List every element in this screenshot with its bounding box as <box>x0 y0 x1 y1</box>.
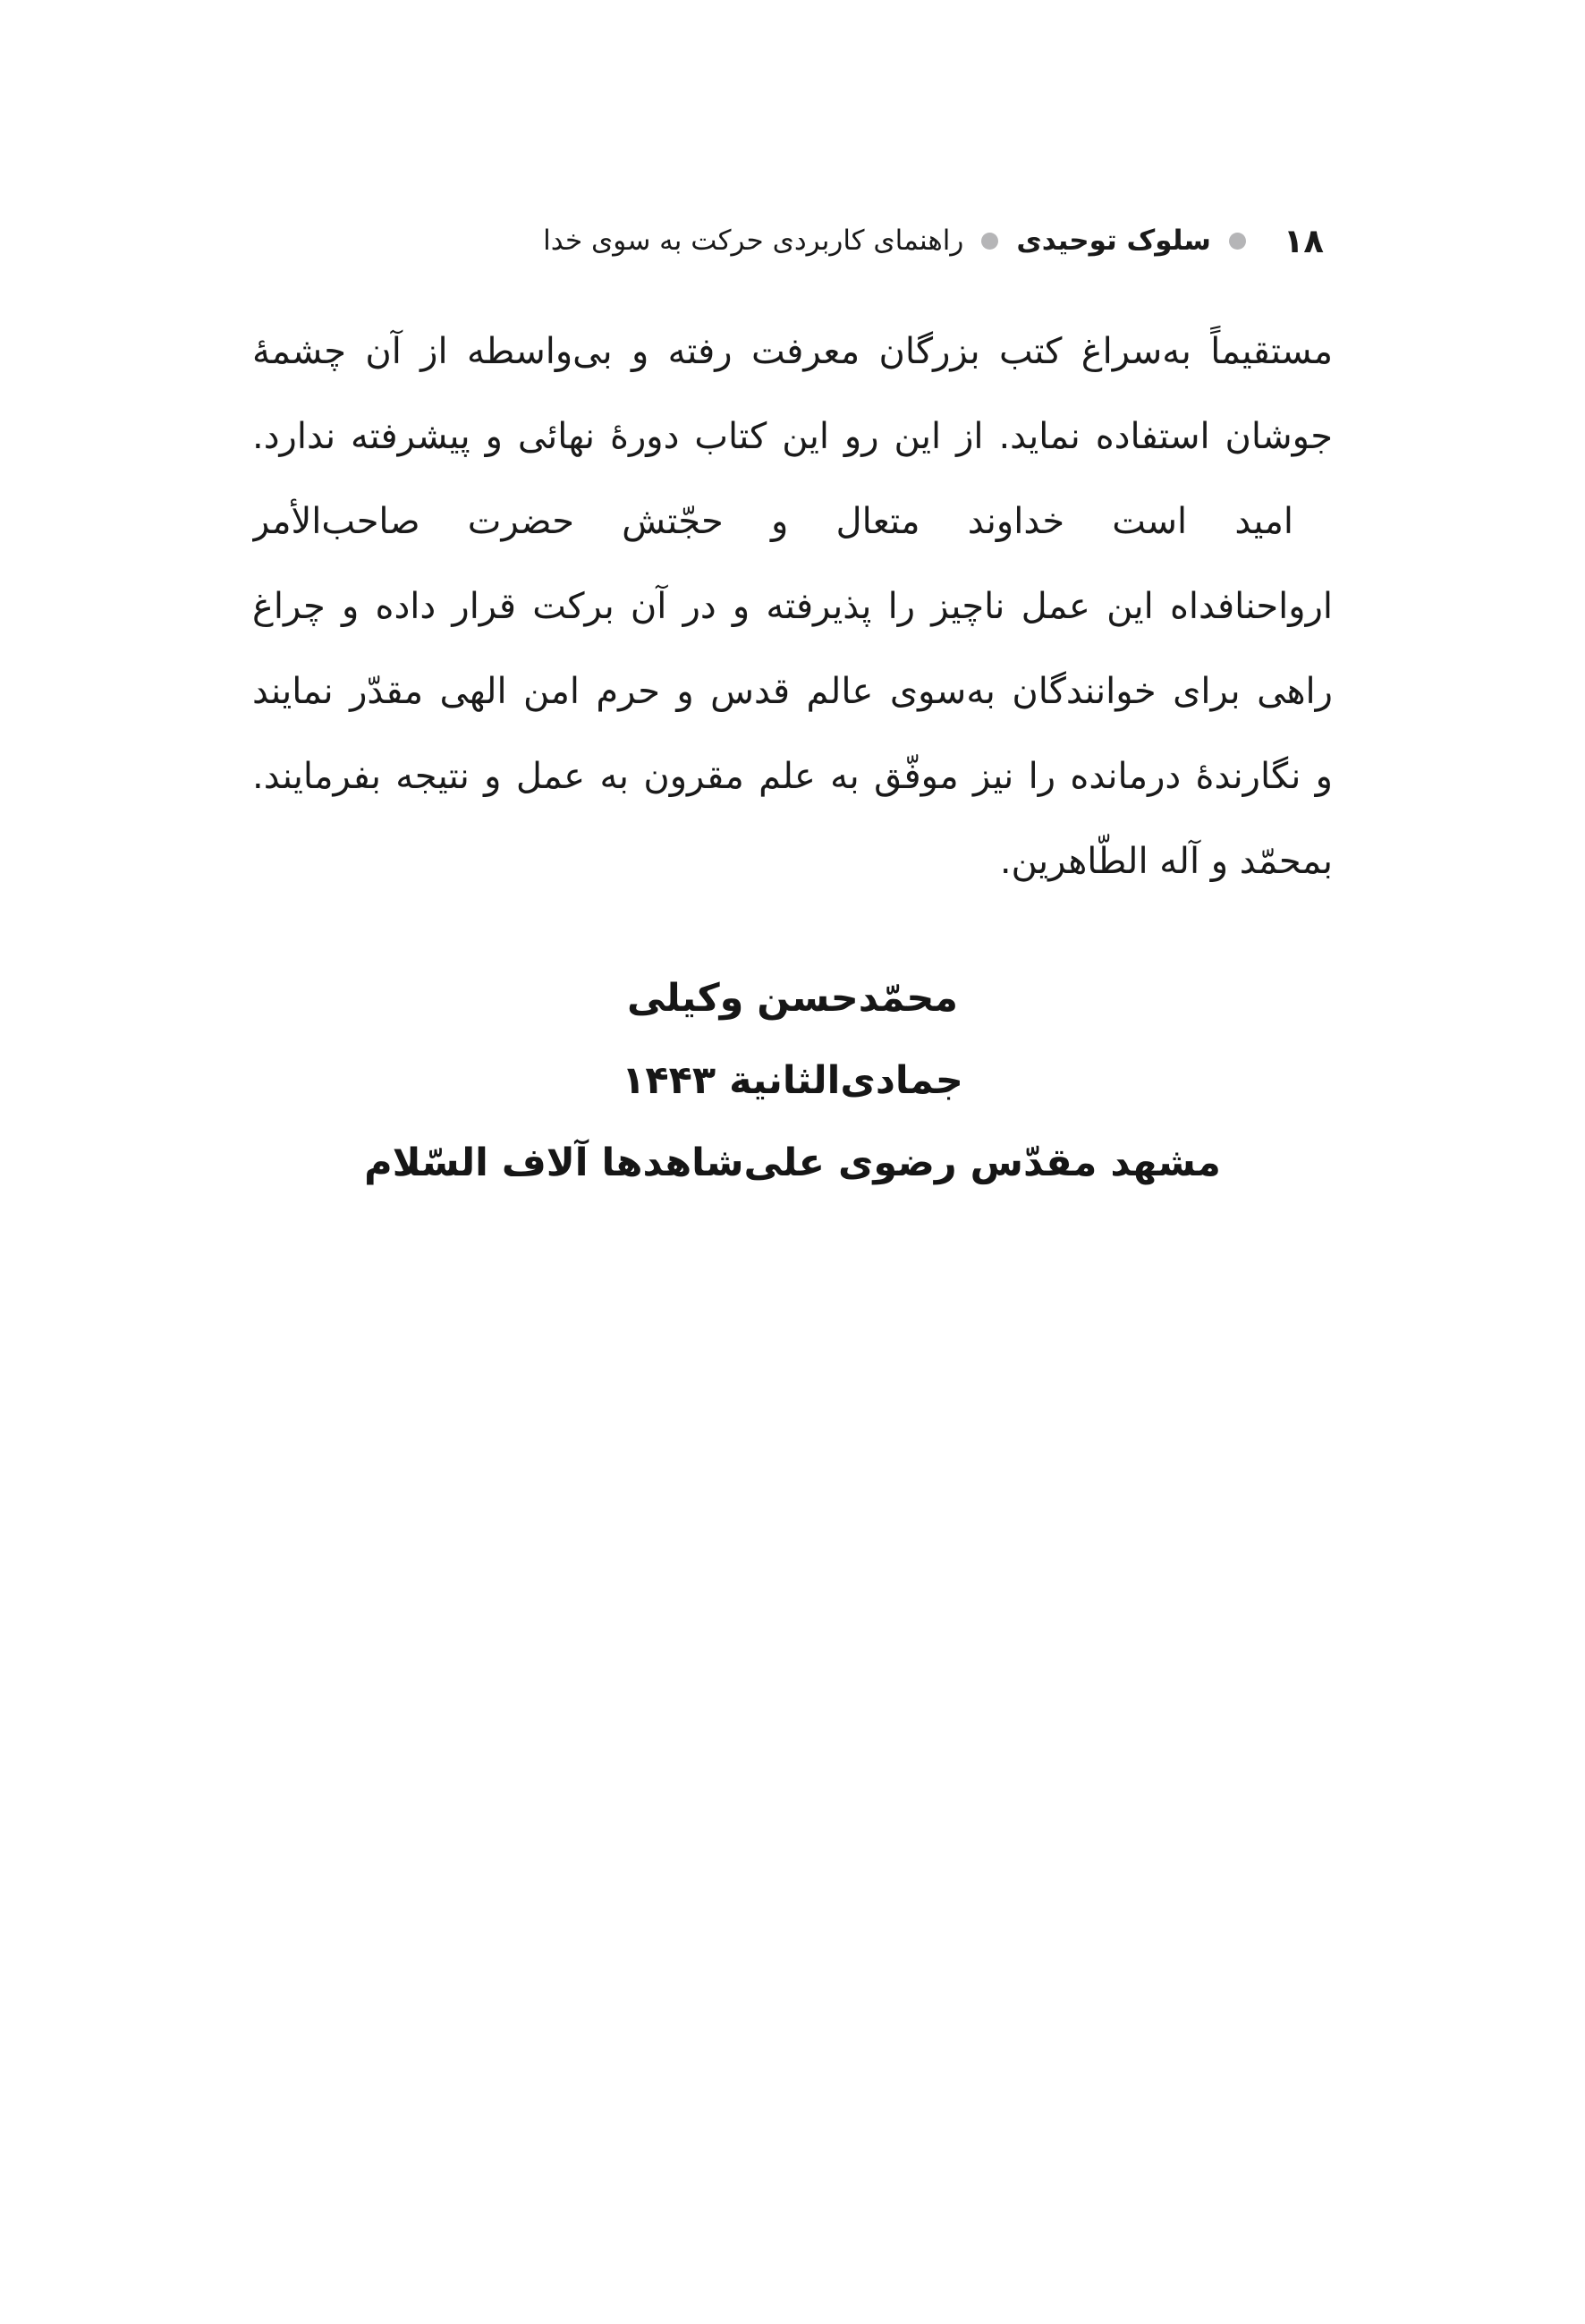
body-line-paragraph-start: امید است خداوند متعال و حجّتش حضرت صاحب‌الأمر <box>252 501 1293 542</box>
body-text-block <box>252 310 1333 904</box>
body-line: مستقیماً به‌سراغ کتب بزرگان معرفت رفته و بی‌واسطه از آن چشمهٔ <box>252 331 1333 372</box>
separator-bullet-icon <box>1229 233 1246 250</box>
page-header <box>543 209 1324 272</box>
page-number: ۱۸ <box>1283 221 1324 260</box>
book-title: سلوک توحیدی <box>1016 225 1211 257</box>
separator-bullet-icon <box>981 233 998 250</box>
body-line: ارواحنافداه این عمل ناچیز را پذیرفته و در آن برکت قرار داده و چراغ <box>252 586 1333 627</box>
body-line-closing: بمحمّد و آله الطّاهرین. <box>999 841 1333 882</box>
signature-block <box>0 957 1585 1204</box>
body-line: راهی برای خوانندگان به‌سوی عالم قدس و حرم امن الهی مقدّر نمایند <box>252 671 1333 712</box>
signature-place: مشهد مقدّس رضوی علی‌شاهدها آلاف السّلام <box>364 1141 1221 1185</box>
body-line: جوشان استفاده نماید. از این رو این کتاب دورهٔ نهائی و پیشرفته ندارد. <box>252 416 1333 457</box>
body-line: و نگارندهٔ درمانده را نیز موفّق به علم مقرون به عمل و نتیجه بفرمایند. <box>252 756 1333 797</box>
signature-date: جمادی‌الثانیة ۱۴۴۳ <box>622 1058 963 1103</box>
signature-author: محمّدحسن وکیلی <box>626 976 959 1021</box>
chapter-subtitle: راهنمای کاربردی حرکت به سوی خدا <box>543 225 964 257</box>
